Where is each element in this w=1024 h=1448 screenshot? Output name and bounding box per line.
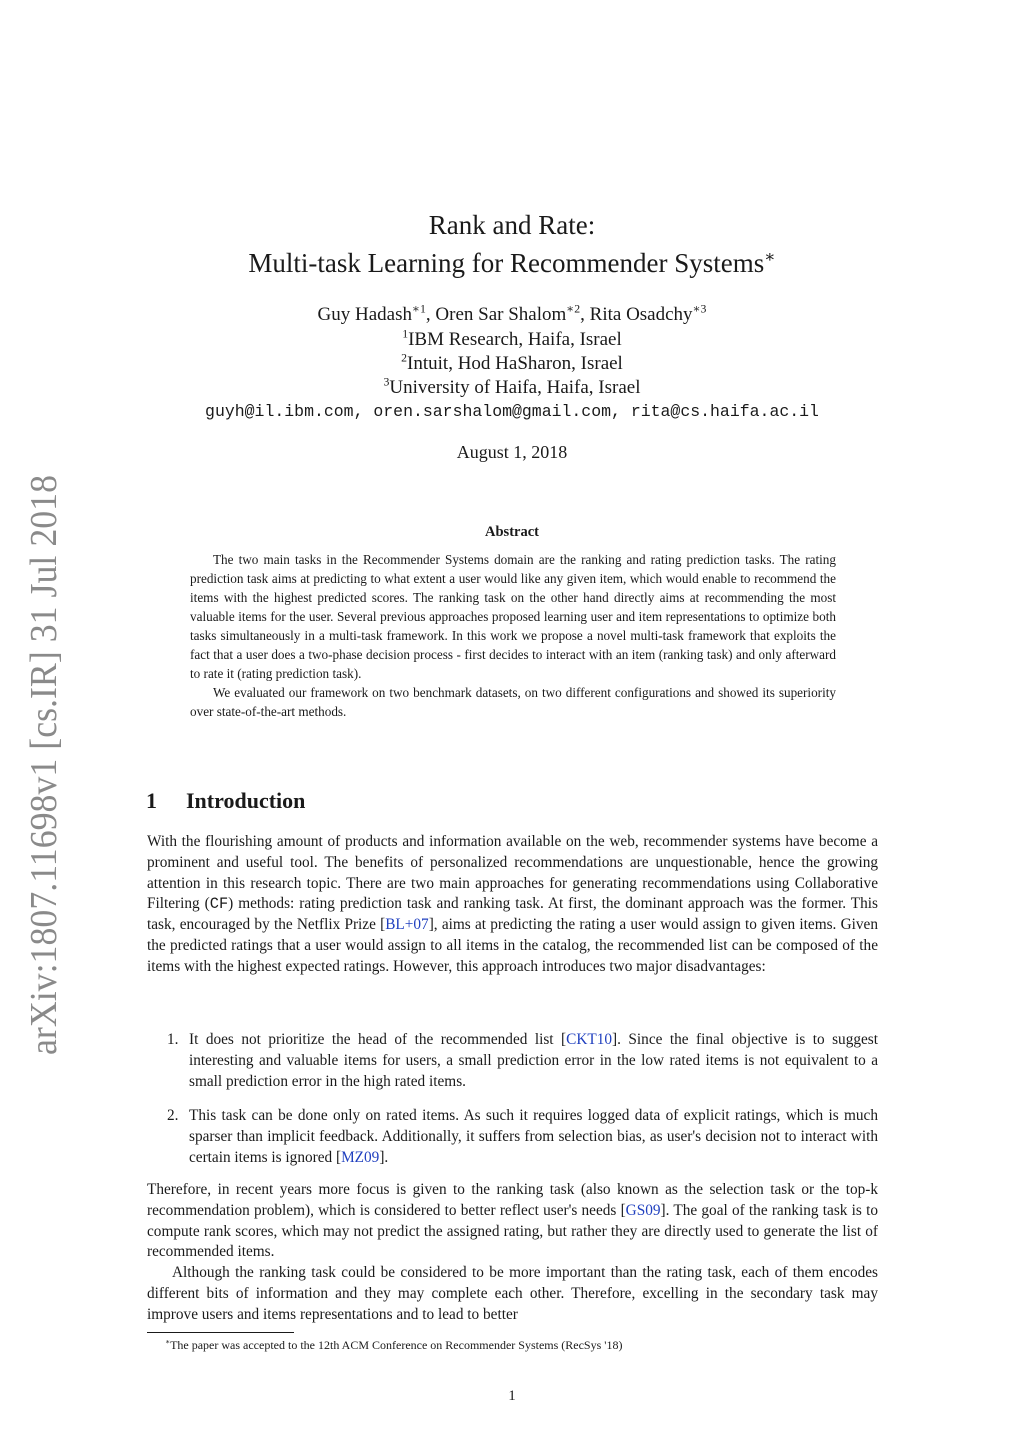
author-name: Oren Sar Shalom xyxy=(435,304,567,325)
arxiv-identifier: arXiv:1807.11698v1 [cs.IR] 31 Jul 2018 xyxy=(23,470,65,1055)
citation-link[interactable]: GS09 xyxy=(625,1201,661,1219)
affiliation-1: $^1$IBM Research, Haifa, Israel xyxy=(402,327,622,350)
section-number: 1 xyxy=(146,788,157,813)
cf-abbrev: CF xyxy=(209,895,229,914)
list-item: 1. It does not prioritize the head of the recommended list [CKT10]. Since the final objective is to suggest interesting and valuable items for users, a small prediction error in the low rated items is not equivalent to a small prediction error in the high rated items. xyxy=(167,1031,878,1090)
section-heading xyxy=(146,788,305,814)
paper-title-line-2: Multi-task Learning for Recommender Systems∗ xyxy=(248,247,776,278)
author-name: Guy Hadash xyxy=(317,304,412,325)
page-number: 1 xyxy=(508,1388,516,1404)
abstract-heading: Abstract xyxy=(485,524,539,540)
list-marker: 1. xyxy=(167,1031,179,1048)
list-item: 2. This task can be done only on rated items. As such it requires logged data of explicit ratings, which is much sparser than implicit feedback. Additionally, it suffers from selection bias, as user's decision not to interact with certain items is ignored [MZ09]. xyxy=(167,1107,878,1166)
intro-paragraph-1: With the flourishing amount of products and information available on the web, recommender systems have become a prominent and useful tool. The benefits of personalized recommendations are unquestionable, hence the growing attention in this research topic. There are two main approaches for generating recommendations using Collaborative Filtering (CF) methods: rating prediction task and ranking task. At first, the dominant approach was the former. This task, encouraged by the Netflix Prize [BL+07], aims at predicting the rating a user would assign to given items. Given the predicted ratings that a user would assign to all items in the catalog, the recommended list can be composed of the items with the highest expected ratings. However, this approach introduces two major disadvantages: xyxy=(147,833,879,975)
title-footnote-mark: ∗ xyxy=(764,247,776,266)
paper-date: August 1, 2018 xyxy=(456,442,568,462)
list-marker: 2. xyxy=(167,1107,179,1125)
footnote-divider xyxy=(147,1332,294,1333)
citation-link[interactable]: CKT10 xyxy=(566,1031,613,1048)
disadvantages-list xyxy=(147,1030,878,1183)
citation-link[interactable]: MZ09 xyxy=(341,1148,380,1166)
affiliation-2: $^2$Intuit, Hod HaSharon, Israel xyxy=(401,351,623,374)
intro-paragraph-3: Although the ranking task could be considered to be more important than the rating task, each of them encodes different bits of information and they may complete each other. Therefore, excelling in the secondary task may improve users and items representations and to lead to better xyxy=(147,1264,878,1323)
abstract-paragraph: We evaluated our framework on two benchmark datasets, on two different configurations and showed its superiority over state-of-the-art methods. xyxy=(190,685,836,719)
footnote: ∗The paper was accepted to the 12th ACM Conference on Recommender Systems (RecSys '18) xyxy=(165,1337,623,1352)
section-title: Introduction xyxy=(186,788,306,813)
author-emails: guyh@il.ibm.com, oren.sarshalom@gmail.com, rita@cs.haifa.ac.il xyxy=(205,402,819,421)
abstract-body xyxy=(190,550,836,721)
paper-title-line-1: Rank and Rate: xyxy=(428,210,596,240)
intro-paragraph-2: Therefore, in recent years more focus is given to the ranking task (also known as the selection task or the top-k recommendation problem), which is considered to better reflect user's needs [GS09]. The goal of the ranking task is to compute rank scores, which may not predict the assigned rating, but rather they are directly used to generate the list of recommended items. xyxy=(147,1181,878,1261)
arxiv-stamp xyxy=(4,470,74,1060)
citation-link[interactable]: BL+07 xyxy=(385,916,429,934)
author-list: Guy Hadash$^{∗1}$, Oren Sar Shalom$^{∗2}$, Rita Osadchy$^{∗3}$ xyxy=(317,302,707,325)
author-name: Rita Osadchy xyxy=(589,304,693,325)
abstract-paragraph: The two main tasks in the Recommender Systems domain are the ranking and rating prediction tasks. The rating prediction task aims at predicting to what extent a user would like any given item, which would enable to recommend the items with the highest predicted scores. The ranking task on the other hand directly aims at recommending the most valuable items for the user. Several previous approaches proposed learning user and item representations to optimize both tasks simultaneously in a multi-task framework. In this work we propose a novel multi-task framework that exploits the fact that a user does a two-phase decision process - first decides to interact with an item (ranking task) and only afterward to rate it (rating prediction task). xyxy=(190,552,836,681)
affiliation-3: $^3$University of Haifa, Haifa, Israel xyxy=(383,375,641,398)
